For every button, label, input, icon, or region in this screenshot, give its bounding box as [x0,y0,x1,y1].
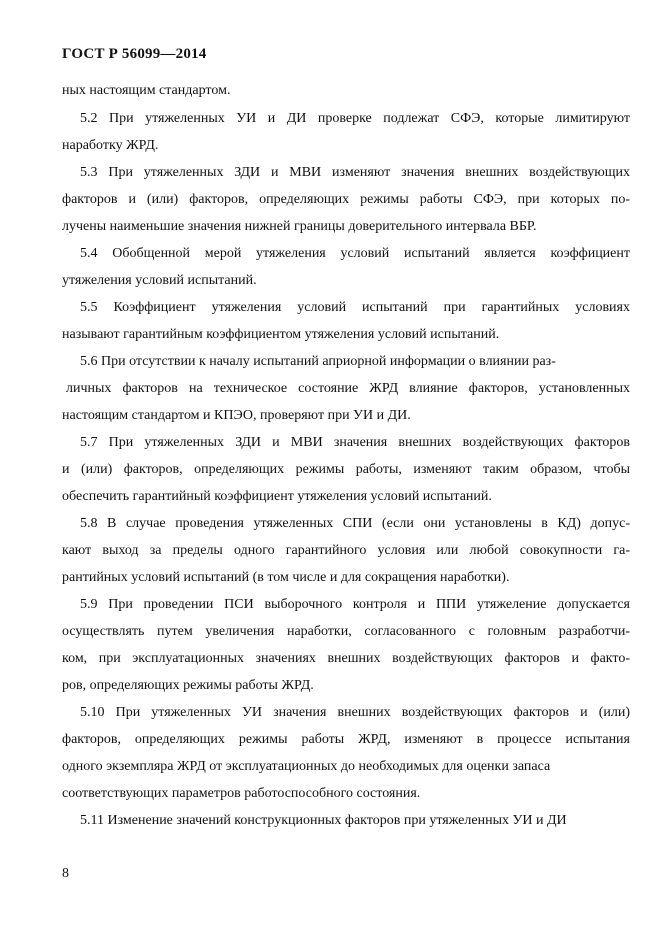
text-line: наработку ЖРД. [62,138,159,153]
text-line: 5.4 Обобщенной мерой утяжеления условий испытаний является коэффициент [80,246,630,261]
text-line: 5.6 При отсутствии к началу испытаний априорной информации о влиянии раз- [80,354,556,369]
text-line: 5.7 При утяжеленных ЗДИ и МВИ значения внешних воздействующих факторов [80,435,630,450]
text-line: факторов и (или) факторов, определяющих режимы работы СФЭ, при которых по- [62,192,630,207]
text-line: 5.5 Коэффициент утяжеления условий испытаний при гарантийных условиях [80,300,630,315]
text-line: рантийных условий испытаний (в том числе и для сокращения наработки). [62,570,510,585]
page-number: 8 [62,866,69,881]
text-line: и (или) факторов, определяющих режимы работы, изменяют таким образом, чтобы [62,462,630,477]
text-line: утяжеления условий испытаний. [62,273,257,288]
text-line: ных настоящим стандартом. [62,83,231,98]
text-line: кают выход за пределы одного гарантийного условия или любой совокупности га- [62,543,630,558]
text-line: 5.10 При утяжеленных УИ значения внешних воздействующих факторов и (или) [80,705,630,720]
text-line: 5.2 При утяжеленных УИ и ДИ проверке подлежат СФЭ, которые лимитируют [80,111,630,126]
text-line: 5.11 Изменение значений конструкционных факторов при утяжеленных УИ и ДИ [80,813,567,828]
text-line: обеспечить гарантийный коэффициент утяжеления условий испытаний. [62,489,492,504]
document-header: ГОСТ Р 56099—2014 [62,46,207,62]
text-line: осуществлять путем увеличения наработки, согласованного с головным разработчи- [62,624,630,639]
text-line: 5.9 При проведении ПСИ выборочного контроля и ППИ утяжеление допускается [80,597,630,612]
text-line: ров, определяющих режимы работы ЖРД. [62,678,314,693]
text-line: лучены наименьшие значения нижней границы доверительного интервала ВБР. [62,219,537,234]
text-line: называют гарантийным коэффициентом утяжеления условий испытаний. [62,327,500,342]
text-line: факторов, определяющих режимы работы ЖРД, изменяют в процессе испытания [62,732,630,747]
text-line: одного экземпляра ЖРД от эксплуатационных до необходимых для оценки запаса [62,759,551,774]
text-line: личных факторов на техническое состояние ЖРД влияние факторов, установленных [66,381,630,396]
text-line: настоящим стандартом и КПЭО, проверяют при УИ и ДИ. [62,408,411,423]
text-line: соответствующих параметров работоспособного состояния. [62,786,421,801]
text-line: ком, при эксплуатационных значениях внешних воздействующих факторов и факто- [62,651,630,666]
text-line: 5.8 В случае проведения утяжеленных СПИ (если они установлены в КД) допус- [80,516,630,531]
text-line: 5.3 При утяжеленных ЗДИ и МВИ изменяют значения внешних воздействующих [80,165,630,180]
